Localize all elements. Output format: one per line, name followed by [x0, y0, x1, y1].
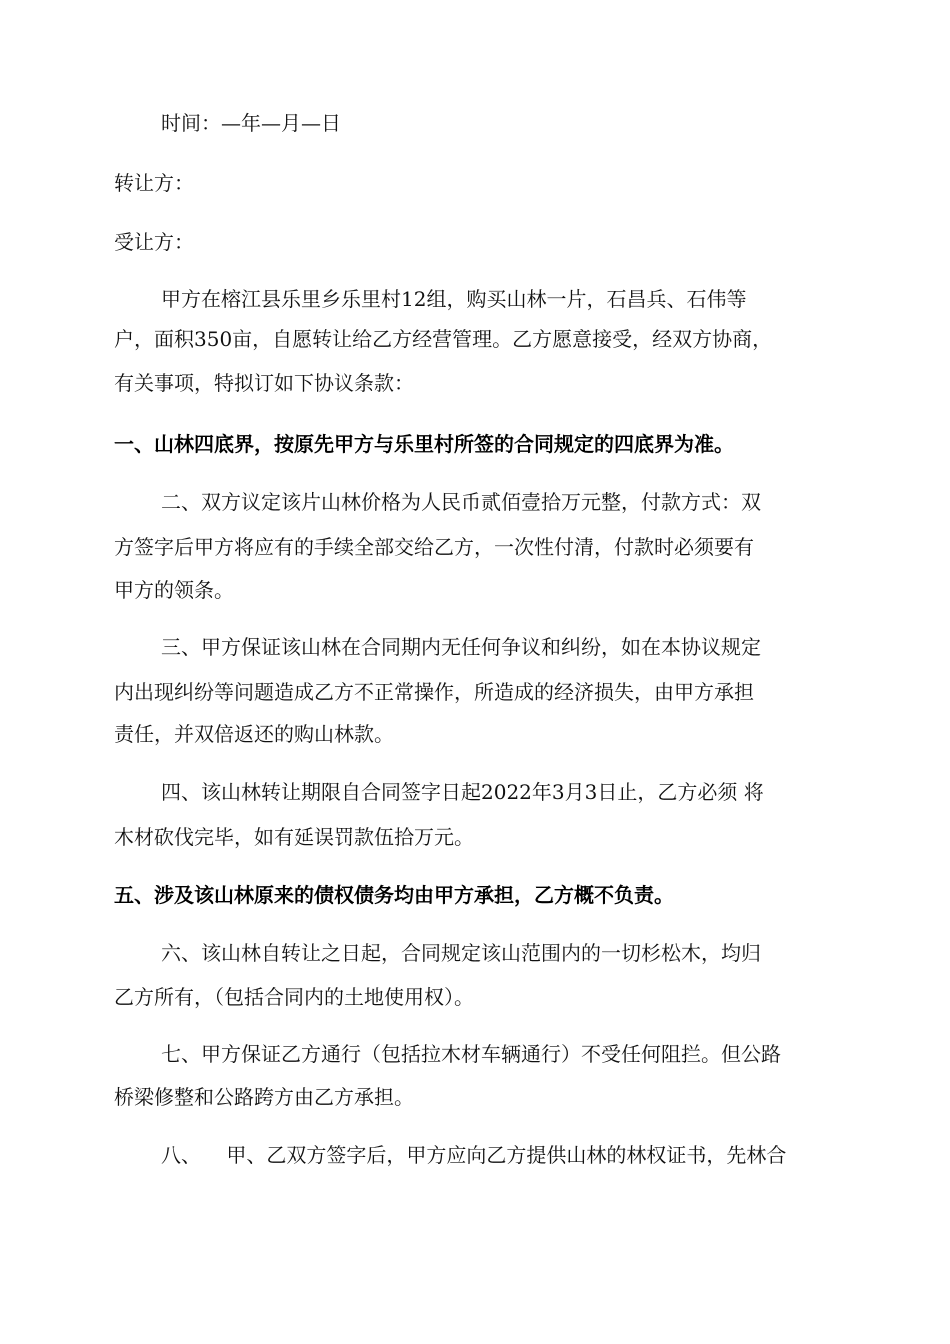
intro-line-2: 户，面积350亩，自愿转让给乙方经营管理。乙方愿意接受，经双方协商，	[114, 327, 773, 351]
intro-line-1: 甲方在榕江县乐里乡乐里村12组，购买山林一片，石昌兵、石伟等	[161, 287, 747, 311]
clause-7-line-1: 七、甲方保证乙方通行（包括拉木材车辆通行）不受任何阻拦。但公路	[161, 1042, 781, 1066]
clause-6-line-2: 乙方所有，（包括合同内的土地使用权）。	[114, 985, 474, 1009]
clause-2-line-3: 甲方的领条。	[114, 578, 234, 602]
clause-7-line-2: 桥梁修整和公路跨方由乙方承担。	[114, 1085, 414, 1109]
clause-3-line-1: 三、甲方保证该山林在合同期内无任何争议和纠纷，如在本协议规定	[161, 635, 761, 659]
clause-3-line-3: 责任，并双倍返还的购山林款。	[114, 722, 394, 746]
clause-3-line-2: 内出现纠纷等问题造成乙方不正常操作，所造成的经济损失，由甲方承担	[114, 680, 754, 704]
clause-4-line-1: 四、该山林转让期限自合同签字日起2022年3月3日止，乙方必须 将	[161, 780, 764, 804]
clause-1: 一、山林四底界，按原先甲方与乐里村所签的合同规定的四底界为准。	[114, 432, 734, 456]
clause-6-line-1: 六、该山林自转让之日起，合同规定该山范围内的一切杉松木，均归	[161, 941, 761, 965]
clause-2-line-1: 二、双方议定该片山林价格为人民币贰佰壹拾万元整，付款方式：双	[161, 490, 761, 514]
clause-5: 五、涉及该山林原来的债权债务均由甲方承担，乙方概不负责。	[114, 883, 674, 907]
transferor-label: 转让方：	[114, 171, 194, 195]
date-line: 时间：—年—月—日	[161, 111, 341, 135]
clause-4-line-2: 木材砍伐完毕，如有延误罚款伍拾万元。	[114, 825, 474, 849]
intro-line-3: 有关事项，特拟订如下协议条款：	[114, 371, 414, 395]
transferee-label: 受让方：	[114, 230, 194, 254]
clause-2-line-2: 方签字后甲方将应有的手续全部交给乙方，一次性付清，付款时必须要有	[114, 535, 754, 559]
clause-8-line-1: 八、 甲、乙双方签字后，甲方应向乙方提供山林的林权证书，先林合	[161, 1143, 787, 1167]
